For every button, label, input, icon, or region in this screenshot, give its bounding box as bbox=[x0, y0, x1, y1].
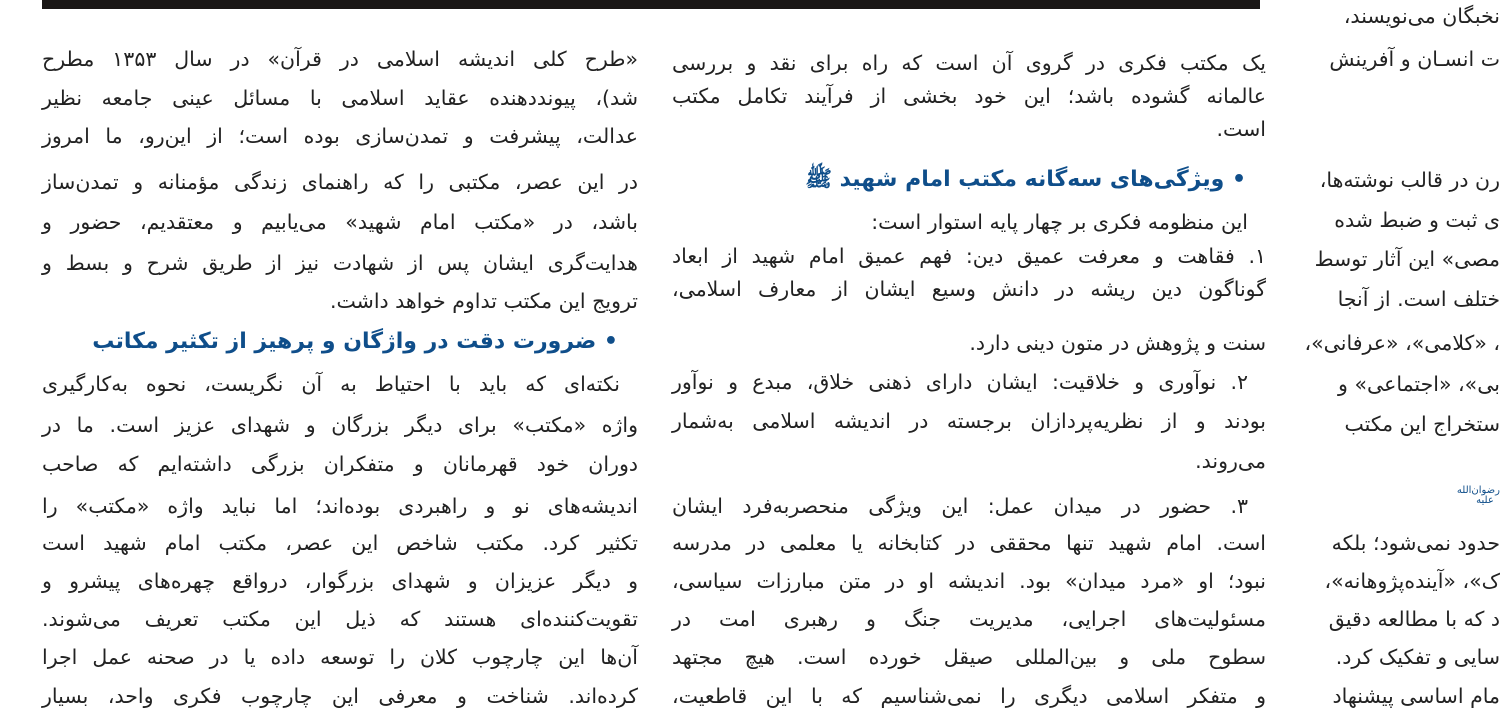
text-line: رن در قالب نوشته‌ها، bbox=[1319, 168, 1500, 192]
text-line: مسئولیت‌های اجرایی، مدیریت جنگ و رهبری امت در bbox=[672, 607, 1266, 631]
text-line: در این عصر، مکتبی را که راهنمای زندگی مؤمنانه و تمدن‌ساز bbox=[42, 170, 638, 194]
text-line: ۳. حضور در میدان عمل: این ویژگی منحصربه‌فرد ایشان bbox=[672, 494, 1248, 518]
text-line: است. امام شهید تنها محققی در کتابخانه یا معلمی در مدرسه bbox=[672, 531, 1266, 555]
text-line: سنت و پژوهش در متون دینی دارد. bbox=[969, 331, 1266, 355]
text-line: «طرح کلی اندیشه اسلامی در قرآن» در سال ۱۳۵۳ مطرح bbox=[42, 47, 639, 71]
text-line: حدود نمی‌شود؛ بلکه bbox=[1331, 531, 1500, 555]
text-line: مام اساسی پیشنهاد bbox=[1332, 684, 1500, 708]
text-line: این منظومه فکری بر چهار پایه استوار است: bbox=[871, 210, 1248, 234]
text-line: نبود؛ او «مرد میدان» بود. اندیشه او در متن مبارزات سیاسی، bbox=[672, 569, 1266, 593]
text-line: ستخراج این مکتب bbox=[1344, 412, 1500, 436]
honorific-symbol: رضوان‌الله علیه bbox=[1456, 485, 1500, 506]
text-line: دوران خود قهرمانان و متفکران بزرگی داشته‌ایم که صاحب bbox=[42, 452, 638, 476]
text-line: ت انسـان و آفرینش bbox=[1329, 47, 1500, 71]
text-line: باشد، در «مکتب امام شهید» می‌یابیم و معتقدیم، حضور و bbox=[42, 210, 638, 234]
text-line: شد)، پیونددهنده عقاید اسلامی با مسائل عینی جامعه نظیر bbox=[42, 86, 638, 110]
text-line: ی ثبت و ضبط شده bbox=[1334, 208, 1500, 232]
text-line: اندیشه‌های نو و راهبردی بوده‌اند؛ اما نباید واژه «مکتب» را bbox=[42, 494, 638, 518]
text-line: عدالت، پیشرفت و تمدن‌سازی بوده است؛ از این‌رو، ما امروز bbox=[42, 124, 638, 148]
text-line: ، «کلامی»، «عرفانی»، bbox=[1304, 331, 1500, 355]
text-line: نخبگان می‌نویسند، bbox=[1343, 4, 1500, 28]
section-heading: • ویژگی‌های سه‌گانه مکتب امام شهید ﷺ bbox=[805, 167, 1246, 192]
text-line: می‌روند. bbox=[1195, 449, 1266, 473]
text-line: بودند و از نظریه‌پردازان برجسته در اندیشه اسلامی به‌شمار bbox=[672, 409, 1266, 433]
column-left bbox=[42, 0, 638, 717]
text-line: بی»، «اجتماعی» و bbox=[1338, 372, 1500, 396]
text-line: سطوح ملی و بین‌المللی صیقل خورده است. هیچ مجتهد bbox=[672, 645, 1266, 669]
text-line: است. bbox=[1216, 117, 1266, 141]
text-line: تقویت‌کننده‌ای هستند که ذیل این مکتب تعریف می‌شوند. bbox=[42, 607, 638, 631]
text-line: کرده‌اند. شناخت و معرفی این چارچوب فکری واحد، بسیار bbox=[42, 684, 638, 708]
column-right-clipped bbox=[1300, 0, 1500, 717]
text-line: و متفکر اسلامی دیگری را نمی‌شناسیم که با این قاطعیت، bbox=[672, 684, 1266, 708]
text-line: سایی و تفکیک کرد. bbox=[1335, 645, 1500, 669]
text-line: یک مکتب فکری در گروی آن است که راه برای نقد و بررسی bbox=[672, 51, 1266, 75]
text-line: نکته‌ای که باید با احتیاط به آن نگریست، نحوه به‌کارگیری bbox=[42, 372, 620, 396]
text-line: واژه «مکتب» برای دیگر بزرگان و شهدای عزیز است. ما در bbox=[42, 413, 638, 437]
text-line: و دیگر عزیزان و شهدای بزرگوار، درواقع چهره‌های پیشرو و bbox=[42, 569, 638, 593]
text-line: تکثیر کرد. مکتب شاخص این عصر، مکتب امام شهید است bbox=[42, 531, 638, 555]
text-line: گوناگون دین ریشه در دانش وسیع ایشان از معارف اسلامی، bbox=[672, 277, 1266, 301]
text-line: ک»، «آینده‌پژوهانه»، bbox=[1324, 569, 1500, 593]
text-line: آن‌ها این چارچوب کلان را توسعه داده یا در صحنه عمل اجرا bbox=[42, 645, 638, 669]
text-line: عالمانه گشوده باشد؛ این خود بخشی از فرآیند تکامل مکتب bbox=[672, 84, 1266, 108]
text-line: ختلف است. از آنجا bbox=[1337, 287, 1500, 311]
text-line: ۱. فقاهت و معرفت عمیق دین: فهم عمیق امام شهید از ابعاد bbox=[672, 244, 1266, 268]
text-line: ۲. نوآوری و خلاقیت: ایشان دارای ذهنی خلاق، مبدع و نوآور bbox=[672, 370, 1248, 394]
text-line: هدایت‌گری ایشان پس از شهادت نیز از طریق شرح و بسط و bbox=[42, 251, 638, 275]
column-middle bbox=[672, 0, 1266, 717]
text-line: ترویج این مکتب تداوم خواهد داشت. bbox=[330, 289, 638, 313]
section-heading: • ضرورت دقت در واژگان و پرهیز از تکثیر مکاتب bbox=[92, 329, 618, 354]
text-line: د که با مطالعه دقیق bbox=[1328, 607, 1500, 631]
text-line: مصی» این آثار توسط bbox=[1314, 247, 1500, 271]
